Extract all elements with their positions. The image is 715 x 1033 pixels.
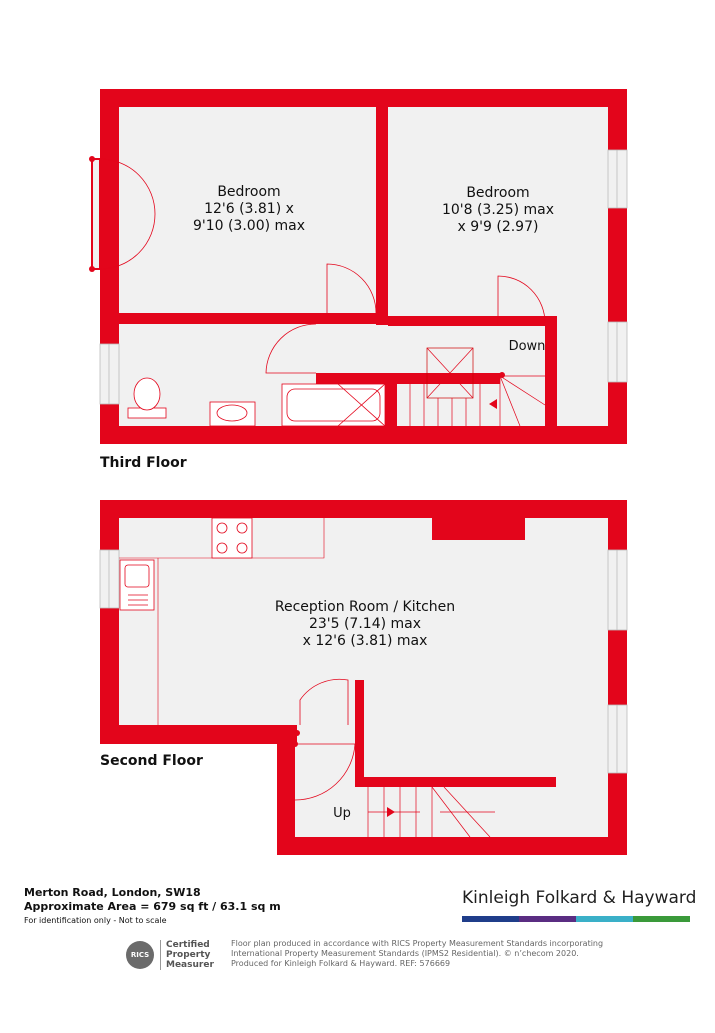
window-left-second — [100, 550, 119, 608]
hall-wall-top — [277, 725, 297, 744]
stairs-down-label: Down — [508, 339, 546, 354]
landing-wall-2 — [376, 316, 498, 325]
disclaimer-line-3: Produced for Kinleigh Folkard & Hayward. REF: 576669 — [231, 959, 451, 968]
brand-bar-blue — [462, 916, 519, 922]
brand-bar-purple — [519, 916, 576, 922]
window-right-2 — [608, 322, 627, 382]
bedroom1-dim1: 12'6 (3.81) x — [204, 201, 294, 217]
chimney-breast — [432, 518, 525, 540]
scale-note: For identification only - Not to scale — [24, 916, 167, 925]
disclaimer — [231, 939, 611, 969]
landing-wall — [119, 313, 327, 324]
washbasin-icon — [210, 402, 255, 426]
wardrobe-opening — [92, 159, 100, 269]
window-right-4 — [608, 705, 627, 773]
third-floor-plan — [89, 89, 627, 444]
property-address: Merton Road, London, SW18 — [24, 886, 201, 899]
bedroom1-dim2: 9'10 (3.00) max — [192, 218, 306, 234]
bedroom2-name: Bedroom — [466, 185, 530, 201]
brand-bar-teal — [576, 916, 633, 922]
rics-text-3: Measurer — [166, 960, 214, 970]
property-area: Approximate Area = 679 sq ft / 63.1 sq m — [24, 900, 281, 913]
disclaimer-line-2: International Property Measurement Standards (IPMS2 Residential). © n’checom 2020. — [231, 949, 579, 958]
hob-icon — [212, 518, 252, 558]
bath-icon — [282, 384, 385, 426]
bedroom2-dim1: 10'8 (3.25) max — [441, 202, 555, 218]
third-floor-title: Third Floor — [100, 455, 187, 471]
stair-arrow-dot — [499, 372, 505, 378]
window-left-third — [100, 344, 119, 404]
rics-text-1: Certified — [166, 940, 210, 950]
second-floor-title: Second Floor — [100, 753, 203, 769]
rics-badge-icon: RICS — [126, 941, 154, 969]
reception-dim2: x 12'6 (3.81) max — [302, 633, 428, 649]
rics-text-2: Property — [166, 950, 211, 960]
rics-certified-text — [160, 940, 214, 970]
partition-wall — [376, 107, 388, 323]
sink-icon — [120, 560, 154, 610]
agent-brand: Kinleigh Folkard & Hayward — [462, 888, 697, 908]
window-right-1 — [608, 150, 627, 208]
window-right-3 — [608, 550, 627, 630]
stairs-up-label: Up — [333, 806, 351, 821]
partition-top — [376, 89, 388, 128]
brand-bar-green — [633, 916, 690, 922]
rics-logo — [126, 940, 226, 970]
bedroom2-dim2: x 9'9 (2.97) — [457, 219, 539, 235]
stair-wall-side — [385, 373, 397, 426]
reception-name: Reception Room / Kitchen — [274, 599, 456, 615]
property-info — [24, 886, 281, 925]
hall-wall — [277, 744, 295, 855]
stair-enclosure-side — [355, 680, 364, 787]
reception-dim1: 23'5 (7.14) max — [308, 616, 422, 632]
bedroom1-name: Bedroom — [217, 184, 281, 200]
stair-enclosure-wall — [355, 777, 556, 787]
stair-wall — [316, 373, 500, 384]
second-floor-plan — [100, 500, 627, 855]
disclaimer-line-1: Floor plan produced in accordance with RICS Property Measurement Standards incorporating — [231, 939, 604, 948]
